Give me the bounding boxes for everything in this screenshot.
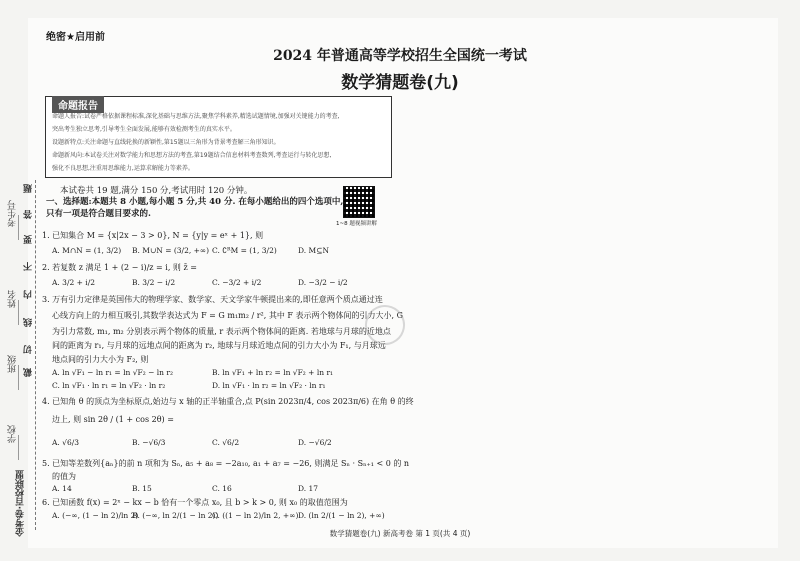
option: C. −3/2 + i/2 bbox=[212, 278, 262, 287]
secret-mark: 绝密★启用前 bbox=[46, 32, 105, 43]
question-5: 5. 已知等差数列{aₙ}的前 n 项和为 Sₙ, a₅ + a₈ = −2a₁₀, a₁ + a₇ = −26, 则满足 Sₙ · Sₙ₊₁ < 0 的 n bbox=[42, 459, 410, 468]
question-line: 间的距离为 r₁, 与月球的远地点间的距离为 r₂, 地球与月球近地点间的引力大小为 F₁, 与月球远 bbox=[52, 341, 386, 350]
side-warning-char: 截 bbox=[24, 368, 34, 377]
report-line: 强化不良思想,注重用思维能力,运算求解能力等素养。 bbox=[52, 165, 194, 172]
option: B. 15 bbox=[132, 484, 152, 493]
option: D. −3/2 − i/2 bbox=[298, 278, 348, 287]
fill-line bbox=[18, 300, 19, 325]
report-box bbox=[45, 96, 392, 178]
question-6: 6. 已知函数 f(x) = 2ˣ − kx − b 恰有一个零点 x₀, 且 b > k > 0, 则 x₀ 的取值范围为 bbox=[42, 498, 348, 507]
option: D. M⊆N bbox=[298, 246, 330, 255]
report-line: 命题人报告:试卷严格依据课程标准,深化基础与思维方法,聚焦学科素养,精选试题情境,加强对关键能力的考查, bbox=[52, 113, 340, 120]
side-warning-char: 不 bbox=[24, 262, 34, 271]
side-school-tag: 金考卷·百校联盟 bbox=[16, 470, 26, 537]
option: A. (−∞, (1 − ln 2)/ln 2) bbox=[52, 511, 139, 520]
question-line: 的值为 bbox=[52, 472, 76, 481]
report-title: 命题报告 bbox=[52, 96, 104, 113]
option: C. ((1 − ln 2)/ln 2, +∞) bbox=[212, 511, 299, 520]
question-3: 3. 万有引力定律是英国伟大的物理学家、数学家、天文学家牛顿提出来的,即任意两个质点通过连 bbox=[42, 295, 383, 304]
report-line: 突出考生独立思考,引导考生全面发展,能够有效检测考生的真实水平。 bbox=[52, 126, 236, 133]
option: B. ln √F₁ + ln r₂ = ln √F₂ + ln r₁ bbox=[212, 368, 334, 377]
fill-line bbox=[18, 215, 19, 240]
side-warning-char: 答 bbox=[24, 210, 34, 219]
question-1: 1. 已知集合 M = {x|2x − 3 > 0}, N = {y|y = eˣ + 1}, 则 bbox=[42, 231, 264, 240]
question-2: 2. 若复数 z 满足 1 + (2 − i)/z = i, 则 z̄ = bbox=[42, 263, 197, 272]
option: A. √6/3 bbox=[52, 438, 80, 447]
side-label-candidate-no: 考生号 bbox=[8, 200, 18, 227]
qr-code[interactable] bbox=[343, 186, 375, 218]
side-warning-char: 线 bbox=[24, 318, 34, 327]
fill-line bbox=[18, 435, 19, 460]
option: C. 16 bbox=[212, 484, 232, 493]
side-warning-char: 要 bbox=[24, 235, 34, 244]
exam-title: 2024 年普通高等学校招生全国统一考试 bbox=[273, 48, 527, 64]
exam-info: 本试卷共 19 题,满分 150 分,考试用时 120 分钟。 bbox=[60, 186, 253, 196]
section-heading: 一、选择题:本题共 8 小题,每小题 5 分,共 40 分. 在每小题给出的四个选项中,只有一项是符合题目要求的. bbox=[46, 197, 344, 219]
side-warning-char: 内 bbox=[24, 290, 34, 299]
option: A. ln √F₁ − ln r₁ = ln √F₂ − ln r₂ bbox=[52, 368, 173, 377]
option: D. ln √F₁ · ln r₂ = ln √F₂ · ln r₁ bbox=[212, 381, 326, 390]
option: C. ∁ᴿM = (1, 3/2) bbox=[212, 246, 277, 255]
side-warning-char: 切 bbox=[24, 345, 34, 354]
option: B. M∪N = (3/2, +∞) bbox=[132, 246, 210, 255]
side-label-class: 班级 bbox=[8, 355, 18, 373]
option: A. 14 bbox=[52, 484, 72, 493]
option: A. 3/2 + i/2 bbox=[52, 278, 96, 287]
question-4: 4. 已知角 θ 的顶点为坐标原点,始边与 x 轴的正半轴重合,点 P(sin 2023π/4, cos 2023π/6) 在角 θ 的终 bbox=[42, 397, 414, 406]
question-line: 心线方向上的力相互吸引,其数学表达式为 F = G m₁m₂ / r², 其中 F 表示两个物体间的引力大小, G bbox=[52, 311, 403, 320]
option: B. −√6/3 bbox=[132, 438, 166, 447]
question-line: 为引力常数, m₁, m₂ 分别表示两个物体的质量, r 表示两个物体间的距离. 若地球与月球的近地点 bbox=[52, 327, 391, 336]
option: B. 3/2 − i/2 bbox=[132, 278, 176, 287]
fill-line bbox=[18, 365, 19, 390]
binding-line bbox=[35, 180, 36, 530]
paper-title: 数学猜题卷(九) bbox=[341, 73, 459, 93]
option: D. −√6/2 bbox=[298, 438, 332, 447]
qr-label: 1~8 题视频讲解 bbox=[336, 221, 377, 227]
option: D. (ln 2/(1 − ln 2), +∞) bbox=[298, 511, 385, 520]
option: D. 17 bbox=[298, 484, 319, 493]
option: A. M∩N = (1, 3/2) bbox=[52, 246, 122, 255]
report-line: 命题新风向:本试卷关注对数学能力和思想方法的考查,第19题结合信息材料考查数列,考查运行与转化思想, bbox=[52, 152, 332, 159]
side-label-name: 姓名 bbox=[8, 290, 18, 308]
question-line: 地点间的引力大小为 F₂, 则 bbox=[52, 355, 149, 364]
option: C. √6/2 bbox=[212, 438, 240, 447]
option: B. (−∞, ln 2/(1 − ln 2)) bbox=[132, 511, 219, 520]
question-line: 边上, 则 sin 2θ / (1 + cos 2θ) = bbox=[52, 415, 174, 424]
side-warning-char: 题 bbox=[24, 184, 34, 193]
side-label-school: 学校 bbox=[8, 425, 18, 443]
option: C. ln √F₁ · ln r₁ = ln √F₂ · ln r₂ bbox=[52, 381, 166, 390]
page-footer: 数学猜题卷(九) 新高考卷 第 1 页(共 4 页) bbox=[329, 529, 471, 538]
report-line: 设题新特点:关注命题与直线轮换的新颖性,第15题以三角形为背景考查解三角形知识。 bbox=[52, 139, 280, 146]
